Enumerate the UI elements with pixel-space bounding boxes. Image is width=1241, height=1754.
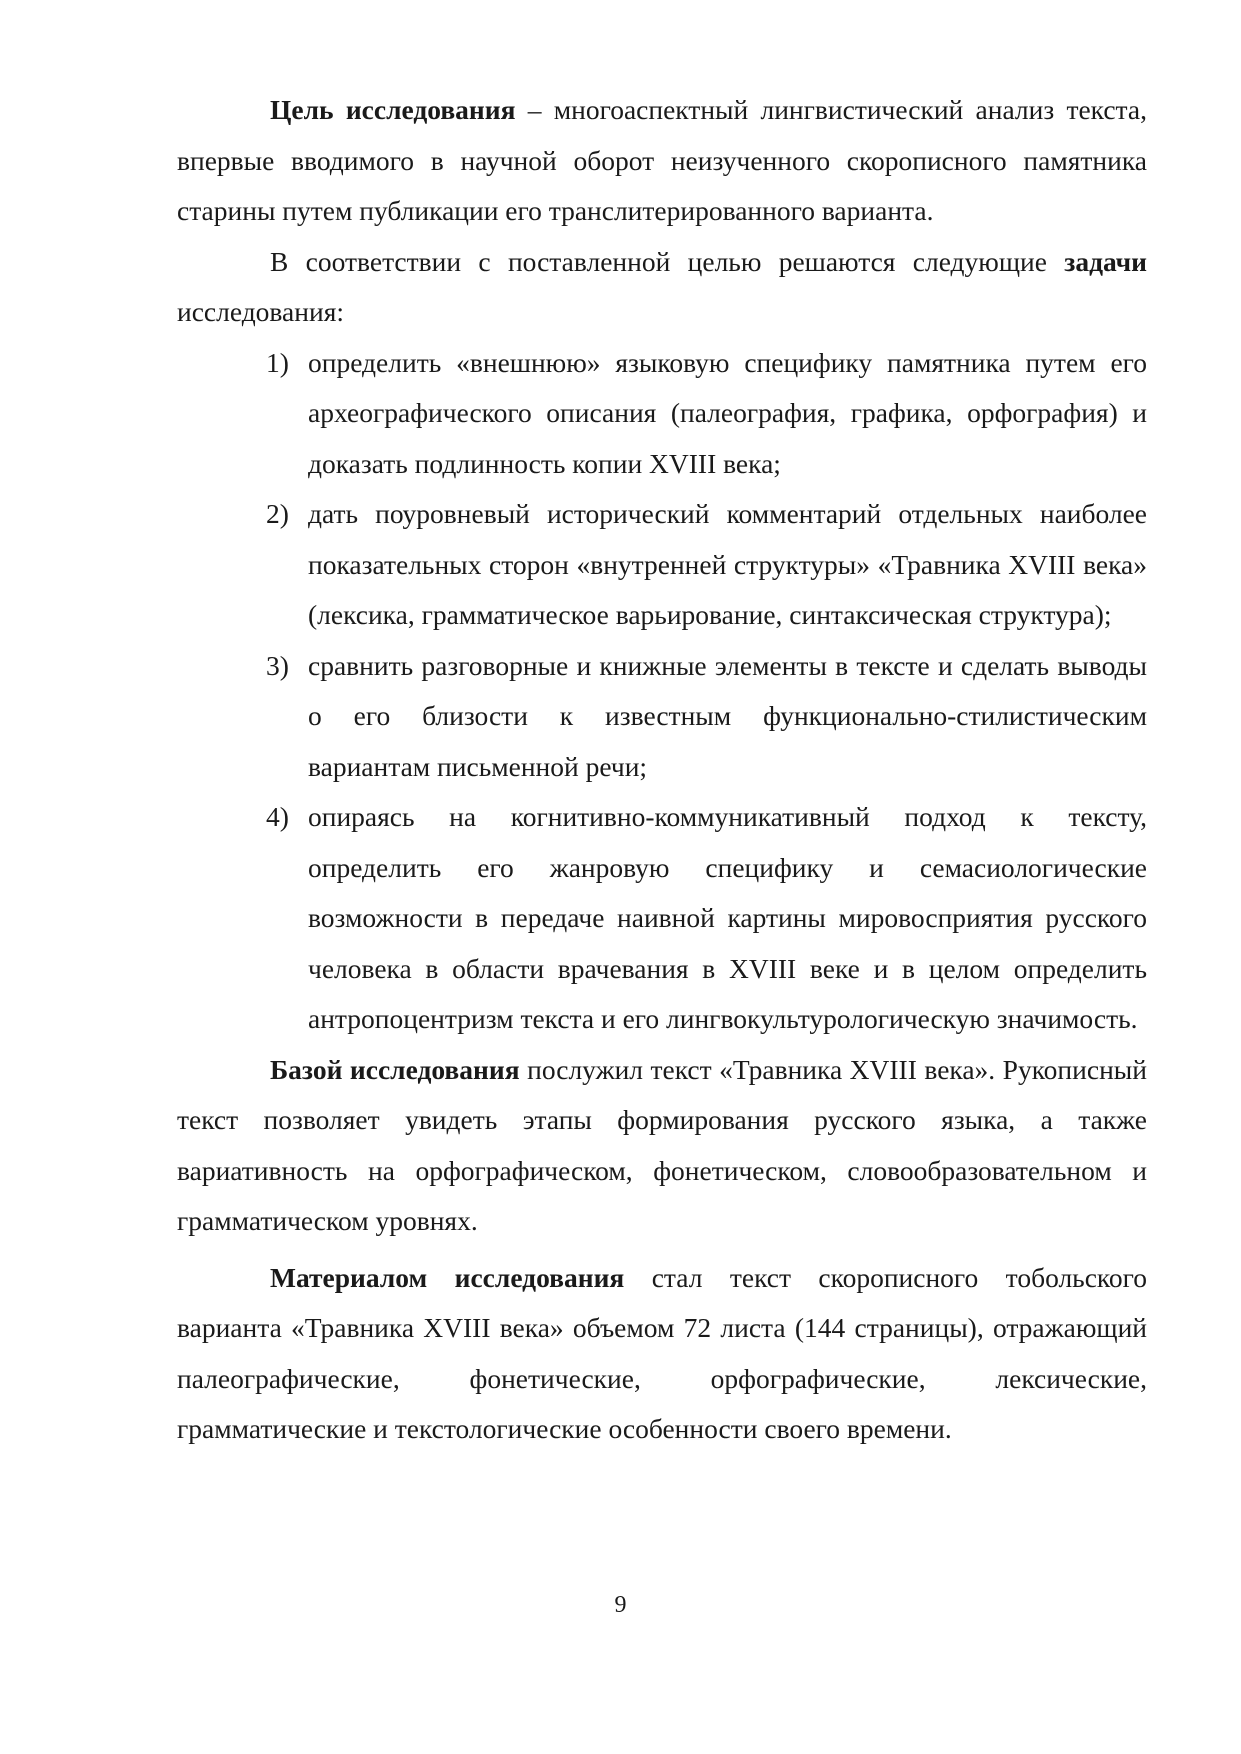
paragraph-goal	[177, 85, 1147, 237]
document-page	[177, 85, 1147, 1455]
list-item-text: дать поуровневый исторический комментарий отдельных наиболее показательных сторон «внутренней структуры» «Травника XVIII века» (лексика, грамматическое варьирование, синтаксическая структура);	[308, 498, 1147, 630]
material-text: стал текст скорописного тобольского варианта «Травника XVIII века» объемом 72 листа (144 страницы), отражающий палеографические, фонетические, орфографические, лексические, грамматические и текстологические особенности своего времени.	[177, 1261, 1147, 1444]
base-heading: Базой исследования	[270, 1053, 520, 1085]
paragraph-base	[177, 1045, 1147, 1247]
list-item-number: 1)	[266, 346, 289, 378]
list-item-number: 3)	[266, 649, 289, 681]
paragraph-tasks-intro	[177, 237, 1147, 338]
list-item-text: сравнить разговорные и книжные элементы в тексте и сделать выводы о его близости к известным функционально-стилистическим вариантам письменной речи;	[308, 649, 1147, 782]
tasks-list	[177, 338, 1147, 1045]
list-item-number: 4)	[266, 801, 289, 832]
list-item-text: опираясь на когнитивно-коммуникативный подход к тексту, определить его жанровую специфику и семасиологические возможности в передаче наивной картины мировосприятия русского человека в области врачевания в XVIII веке и в целом определить антропоцентризм текста и его лингвокультурологическую значимость.	[308, 801, 1147, 1034]
list-item-text: определить «внешнюю» языковую специфику памятника путем его археографического описания (палеография, графика, орфография) и доказать подлинность копии XVIII века;	[308, 346, 1147, 479]
list-item	[266, 489, 1147, 641]
tasks-heading: задачи	[1064, 245, 1147, 277]
material-heading: Материалом исследования	[270, 1261, 625, 1293]
tasks-intro-after: исследования:	[177, 296, 344, 327]
goal-heading: Цель исследования	[270, 94, 516, 125]
list-item-number: 2)	[266, 498, 289, 529]
list-item	[266, 641, 1147, 793]
list-item	[266, 338, 1147, 490]
paragraph-material	[177, 1253, 1147, 1455]
goal-text: – многоаспектный лингвистический анализ текста, впервые вводимого в научной оборот неизученного скорописного памятника старины путем публикации его транслитерированного варианта.	[177, 94, 1147, 226]
list-item	[266, 792, 1147, 1045]
base-text: послужил текст «Травника XVIII века». Рукописный текст позволяет увидеть этапы формирования русского языка, а также вариативность на орфографическом, фонетическом, словообразовательном и грамматическом уровнях.	[177, 1053, 1147, 1236]
tasks-intro-before: В соответствии с поставленной целью решаются следующие	[270, 245, 1065, 277]
page-number: 9	[614, 1592, 627, 1618]
